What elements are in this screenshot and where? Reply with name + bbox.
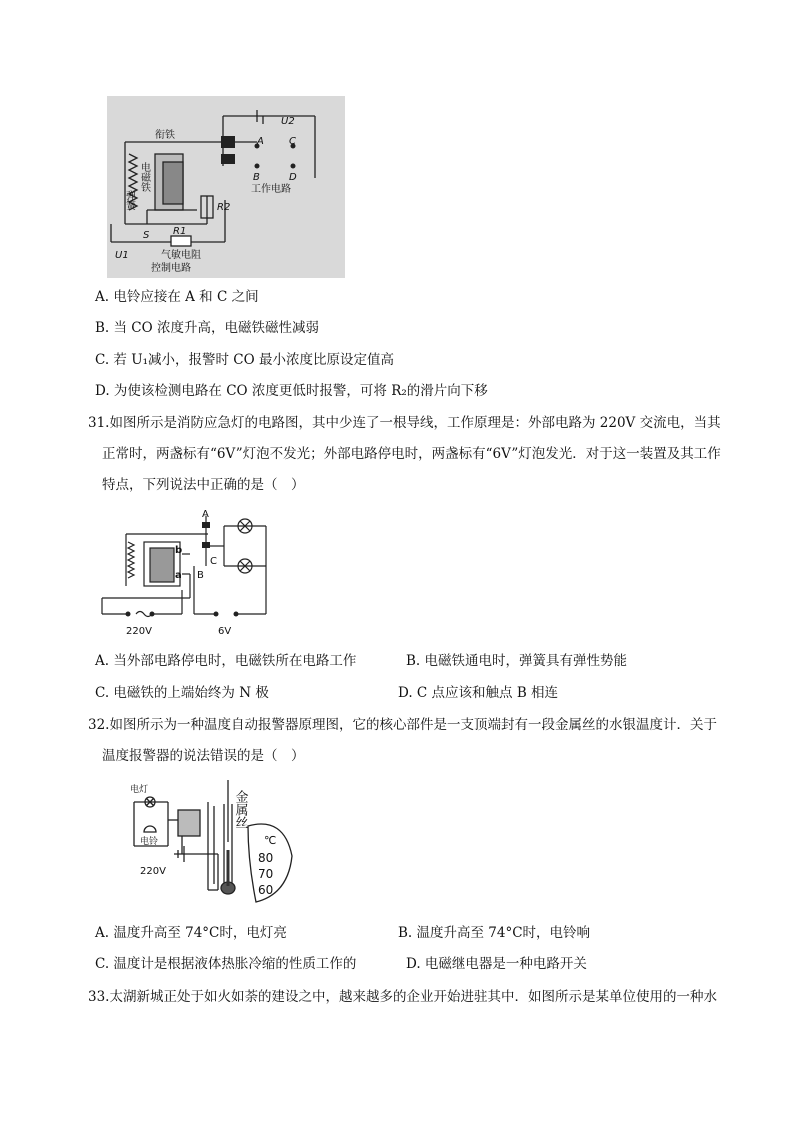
temperature-alarm-figure bbox=[128, 780, 296, 912]
co-alarm-circuit-diagram bbox=[107, 96, 345, 278]
scale-60-label: 60 bbox=[258, 883, 274, 897]
electromagnet-label: 电磁铁 bbox=[138, 162, 150, 192]
q32-stem-line-2: 温度报警器的说法错误的是（ ） bbox=[102, 748, 305, 764]
armature-label: 衔铁 bbox=[155, 130, 175, 141]
scale-80-label: 80 bbox=[258, 851, 274, 865]
bell-label: 电铃 bbox=[140, 837, 159, 847]
q30-option-a: A. 电铃应接在 A 和 C 之间 bbox=[95, 289, 259, 305]
q32-option-d: D. 电磁继电器是一种电路开关 bbox=[406, 956, 587, 972]
q30-option-b: B. 当 CO 浓度升高，电磁铁磁性减弱 bbox=[95, 320, 319, 336]
emergency-light-diagram bbox=[98, 506, 276, 638]
emergency-light-figure bbox=[98, 506, 276, 638]
point-c-label: C bbox=[210, 556, 217, 567]
contact-b-label: B bbox=[197, 570, 204, 581]
q32-option-c: C. 温度计是根据液体热胀冷缩的性质工作的 bbox=[95, 956, 357, 972]
q31-option-b: B. 电磁铁通电时，弹簧具有弹性势能 bbox=[406, 653, 628, 669]
contact-a-label: A bbox=[202, 509, 209, 520]
u1-label: U1 bbox=[115, 250, 129, 261]
point-d-label: D bbox=[289, 172, 297, 183]
q31-stem-line-2: 正常时，两盏标有“6V”灯泡不发光；外部电路停电时，两盏标有“6V”灯泡发光．对于这一装置及其工作 bbox=[102, 446, 721, 462]
gas-resistor-label: 气敏电阻 bbox=[161, 250, 201, 261]
q31-option-a: A. 当外部电路停电时，电磁铁所在电路工作 bbox=[95, 653, 357, 669]
r1-label: R1 bbox=[173, 226, 187, 237]
celsius-unit-label: ℃ bbox=[264, 834, 277, 847]
terminal-b-label: b bbox=[175, 545, 183, 556]
battery-voltage-label: 6V bbox=[218, 626, 232, 637]
q31-option-d: D. C 点应该和触点 B 相连 bbox=[398, 685, 559, 701]
terminal-a-label: a bbox=[175, 570, 182, 581]
mains-voltage-label: 220V bbox=[140, 866, 166, 877]
q32-stem-line-1: 32.如图所示为一种温度自动报警器原理图，它的核心部件是一支顶端封有一段金属丝的水银温度计．关于 bbox=[88, 717, 717, 733]
q31-option-c: C. 电磁铁的上端始终为 N 极 bbox=[95, 685, 269, 701]
switch-s-label: S bbox=[143, 230, 150, 241]
q32-option-a: A. 温度升高至 74°C时，电灯亮 bbox=[95, 925, 287, 941]
q30-option-d: D. 为使该检测电路在 CO 浓度更低时报警，可将 R₂的滑片向下移 bbox=[95, 383, 488, 399]
lamp-label: 电灯 bbox=[130, 785, 149, 795]
mains-voltage-label: 220V bbox=[126, 626, 152, 637]
scale-70-label: 70 bbox=[258, 867, 274, 881]
point-c-label: C bbox=[289, 136, 296, 147]
q31-stem-line-1: 31.如图所示是消防应急灯的电路图，其中少连了一根导线，工作原理是：外部电路为 220V 交流电，当其 bbox=[88, 415, 721, 431]
temperature-alarm-diagram bbox=[128, 780, 296, 912]
q30-option-c: C. 若 U₁减小，报警时 CO 最小浓度比原设定值高 bbox=[95, 352, 394, 368]
point-b-label: B bbox=[253, 172, 260, 183]
r2-label: R2 bbox=[217, 202, 231, 213]
u2-label: U2 bbox=[281, 116, 295, 127]
metal-wire-label: 金属丝 bbox=[232, 790, 248, 829]
control-circuit-label: 控制电路 bbox=[151, 263, 191, 274]
point-a-label: A bbox=[257, 136, 264, 147]
spring-label: 弹簧 bbox=[123, 190, 135, 210]
q31-stem-line-3: 特点，下列说法中正确的是（ ） bbox=[102, 477, 305, 493]
work-circuit-label: 工作电路 bbox=[251, 184, 291, 195]
q33-stem-line-1: 33.太湖新城正处于如火如荼的建设之中，越来越多的企业开始进驻其中．如图所示是某单位使用的一种水 bbox=[88, 989, 717, 1005]
co-alarm-circuit-figure bbox=[107, 96, 345, 278]
q32-option-b: B. 温度升高至 74°C时，电铃响 bbox=[398, 925, 591, 941]
